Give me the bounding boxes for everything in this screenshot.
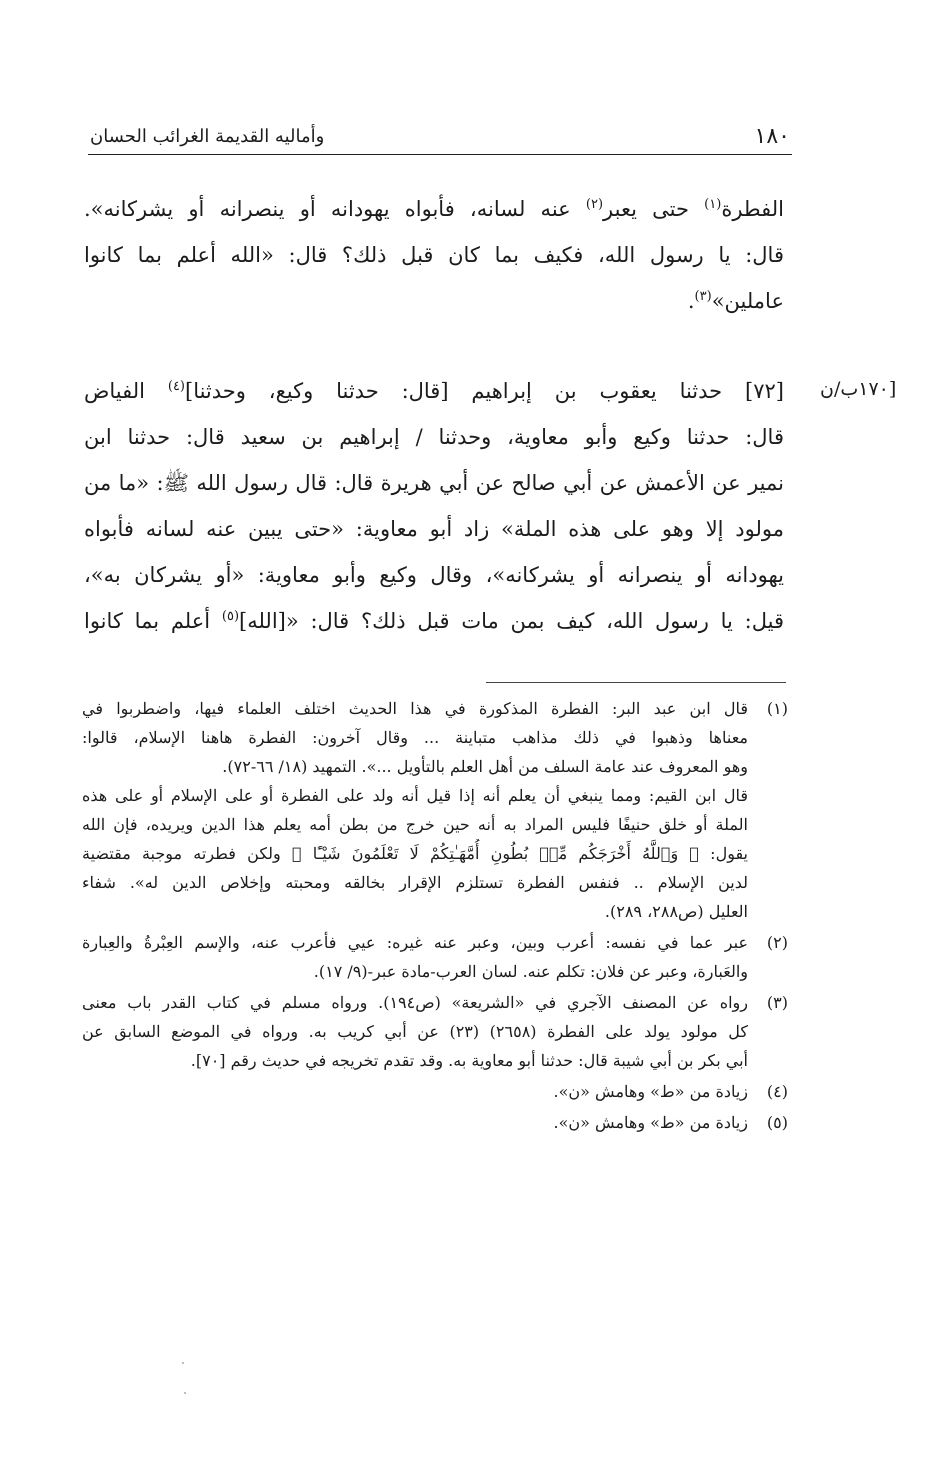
footnote-line: رواه عن المصنف الآجري في «الشريعة» (ص١٩٤). ورواه مسلم في كتاب القدر باب معنى bbox=[82, 993, 748, 1012]
running-title: وأماليه القديمة الغرائب الحسان bbox=[90, 126, 325, 147]
footnote-ref: (١) bbox=[704, 197, 722, 212]
footnote-line: العليل (ص٢٨٨، ٢٨٩). bbox=[604, 902, 748, 921]
footnote-line: لدين الإسلام .. فنفس الفطرة تستلزم الإقرار بخالقه ومحبته وإخلاص الدين له». شفاء bbox=[82, 873, 748, 892]
footnote-number: (٢) bbox=[766, 933, 788, 952]
footnote-line: زيادة من «ط» وهامش «ن». bbox=[553, 1113, 748, 1132]
footnote-number: (٣) bbox=[766, 993, 788, 1012]
text-line: نمير عن الأعمش عن أبي صالح عن أبي هريرة قال: قال رسول الله ﷺ: «ما من bbox=[84, 471, 784, 495]
footnote-ref: (٤) bbox=[167, 379, 185, 394]
footnote-line: معناها وذهبوا في ذلك مذاهب متباينة ... وقال آخرون: الفطرة هاهنا الإسلام، قالوا: bbox=[82, 728, 748, 747]
scan-speck bbox=[182, 1362, 184, 1364]
footnote-line: أبي بكر بن أبي شيبة قال: حدثنا أبو معاوية به. وقد تقدم تخريجه في حديث رقم [٧٠]. bbox=[190, 1051, 748, 1070]
footnote bbox=[82, 1108, 788, 1137]
footnote-line: قال ابن القيم: ومما ينبغي أن يعلم أنه إذا قيل أنه ولد على الفطرة أو على الإسلام أو على هذه bbox=[82, 786, 748, 805]
footnote bbox=[82, 988, 788, 1075]
footnote-ref: (٢) bbox=[585, 197, 604, 212]
footnote-line: والعَبارة، وعبر عن فلان: تكلم عنه. لسان العرب-مادة عبر-(٩/ ١٧). bbox=[313, 962, 748, 981]
text-line: قيل: يا رسول الله، كيف بمن مات قبل ذلك؟ قال: «[الله]$^{(٥)}$ أعلم بما كانوا bbox=[84, 609, 784, 633]
footnote-line: وهو المعروف عند عامة السلف من أهل العلم بالتأويل ...». التمهيد (١٨/ ٦٦-٧٢). bbox=[222, 757, 748, 776]
footnote-line: الملة أو خلق حنيفًا فليس المراد به أنه حين خرج من بطن أمه يعلم هذا الدين ويريده، فإن الله bbox=[82, 815, 748, 834]
footnote-ref: (٣) bbox=[694, 289, 712, 304]
page-number: ١٨٠ bbox=[754, 124, 790, 149]
text-line: عاملين»$^{(٣)}$. bbox=[687, 289, 784, 313]
footnote-line: يقول: ﴿ وَٱللَّهُ أَخْرَجَكُم مِّنۢ بُطُونِ أُمَّهَـٰتِكُمْ لَا تَعْلَمُونَ شَيْـًٔا ﴾ ولكن فطرته موجبة مقتضية bbox=[82, 844, 748, 863]
footnotes bbox=[82, 694, 788, 1139]
manuscript-folio-marker: [١٧٠ب/ن bbox=[820, 378, 897, 400]
scan-speck bbox=[184, 1392, 186, 1394]
footnote-ref: (٥) bbox=[221, 609, 240, 624]
footnote-number: (١) bbox=[766, 699, 788, 718]
footnote bbox=[82, 694, 788, 926]
text-line: قال: يا رسول الله، فكيف بما كان قبل ذلك؟ قال: «الله أعلم بما كانوا bbox=[84, 243, 784, 267]
footnote bbox=[82, 928, 788, 986]
footnote-line: قال ابن عبد البر: الفطرة المذكورة في هذا الحديث اختلف العلماء فيها، واضطربوا في bbox=[82, 699, 748, 718]
text-line: [٧٢] حدثنا يعقوب بن إبراهيم [قال: حدثنا وكيع، وحدثنا]$^{(٤)}$ الفياض bbox=[84, 379, 784, 403]
text-line: يهودانه أو ينصرانه أو يشركانه»، وقال وكيع وأبو معاوية: «أو يشركان به»، bbox=[84, 563, 784, 587]
hadith-paragraph bbox=[84, 368, 784, 644]
text-line: مولود إلا وهو على هذه الملة» زاد أبو معاوية: «حتى يبين عنه لسانه فأبواه bbox=[84, 517, 784, 541]
text-line: قال: حدثنا وكيع وأبو معاوية، وحدثنا / إبراهيم بن سعيد قال: حدثنا ابن bbox=[84, 425, 784, 449]
footnote-number: (٥) bbox=[766, 1113, 788, 1132]
footnote-line: كل مولود يولد على الفطرة (٢٦٥٨) (٢٣) عن أبي كريب به. ورواه في الموضع السابق عن bbox=[82, 1022, 748, 1041]
footnote bbox=[82, 1077, 788, 1106]
running-header bbox=[88, 120, 792, 155]
footnote-number: (٤) bbox=[766, 1082, 788, 1101]
text-line: الفطرة$^{(١)}$ حتى يعبر$^{(٢)}$ عنه لسانه، فأبواه يهودانه أو ينصرانه أو يشركانه». bbox=[84, 197, 784, 221]
paragraph-continuation bbox=[84, 186, 784, 324]
footnote-separator bbox=[486, 682, 786, 683]
footnote-line: عبر عما في نفسه: أعرب وبين، وعبر عنه غيره: عيي فأعرب عنه، والإسم العِبْرةُ والعِبارة bbox=[82, 933, 748, 952]
footnote-line: زيادة من «ط» وهامش «ن». bbox=[553, 1082, 748, 1101]
